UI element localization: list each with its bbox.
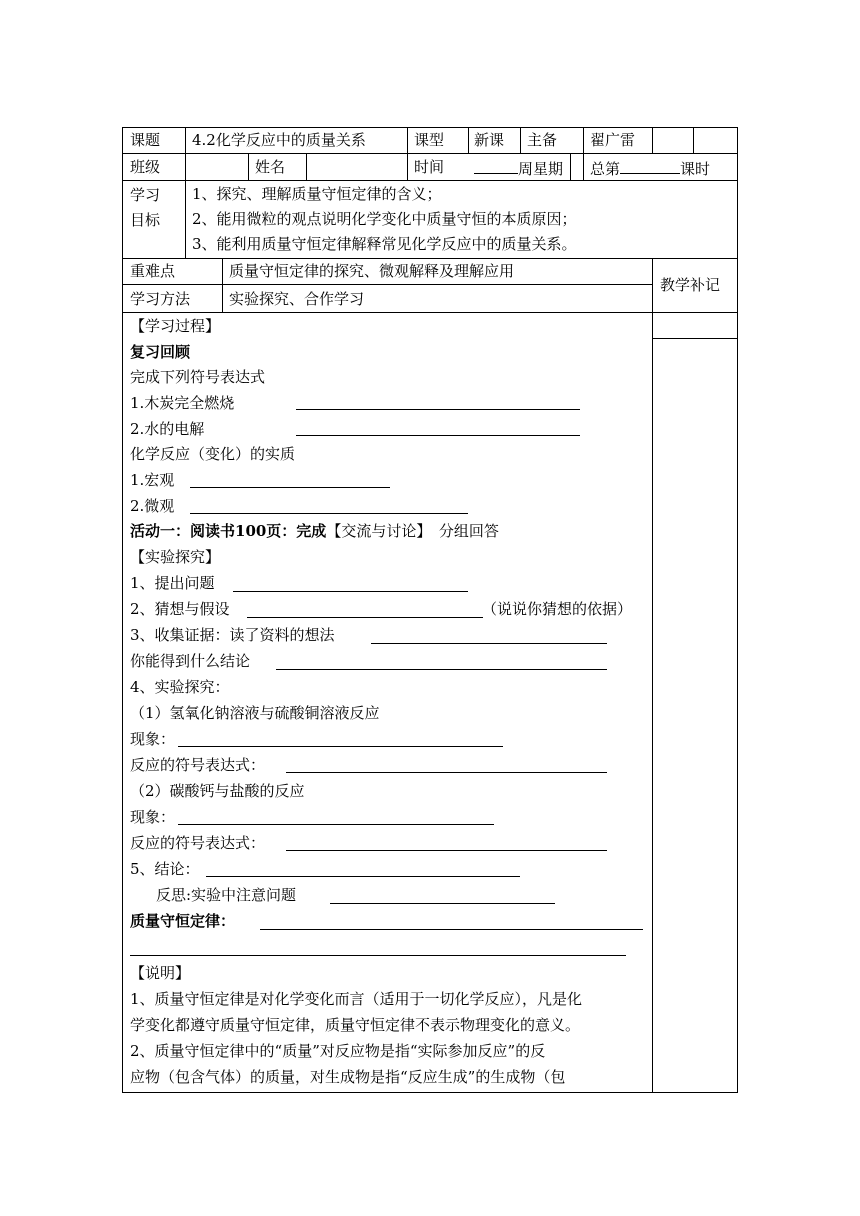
answer-line[interactable]: [276, 669, 607, 670]
hypothesis-note: （说说你猜想的依据）: [482, 600, 633, 618]
goal-item: 2、能用微粒的观点说明化学变化中质量守恒的本质原因；: [192, 210, 577, 228]
note-heading: 【说明】: [130, 964, 191, 982]
goal-item: 1、探究、理解质量守恒定律的含义；: [192, 185, 442, 203]
answer-line[interactable]: [371, 643, 607, 644]
lesson-title: 4.2化学反应中的质量关系: [192, 131, 366, 149]
step-hypothesis: 2、猜想与假设: [130, 600, 230, 618]
ban-ji-label: 班级: [130, 158, 161, 176]
note-line: 2、质量守恒定律中的“质量”对反应物是指“实际参加反应”的反: [130, 1042, 546, 1060]
complete-instruction: 完成下列符号表达式: [130, 368, 266, 386]
experiment-1: （1）氢氧化钠溶液与硫酸铜溶液反应: [130, 704, 380, 722]
answer-line[interactable]: [330, 903, 555, 904]
answer-line[interactable]: [260, 929, 643, 930]
answer-line[interactable]: [247, 617, 483, 618]
answer-line[interactable]: [178, 824, 494, 825]
difficulty-label: 重难点: [130, 262, 176, 280]
review-heading: 复习回顾: [130, 343, 191, 361]
question-charcoal: 1.木炭完全燃烧: [130, 394, 235, 412]
answer-line[interactable]: [286, 772, 607, 773]
answer-line[interactable]: [296, 409, 580, 410]
activity-heading: 活动一：阅读书100页：完成【交流与讨论】 分组回答: [130, 522, 499, 540]
macro-label: 1.宏观: [130, 471, 175, 489]
step-conclusion-question: 你能得到什么结论: [130, 652, 251, 670]
answer-line[interactable]: [190, 513, 468, 514]
equation-label: 反应的符号表达式：: [130, 756, 266, 774]
experiment-heading: 【实验探究】: [130, 548, 221, 566]
ke-xing-value: 新课: [474, 131, 505, 149]
note-line: 学变化都遵守质量守恒定律，质量守恒定律不表示物理变化的意义。: [130, 1016, 581, 1034]
micro-label: 2.微观: [130, 497, 175, 515]
reflection-label: 反思:实验中注意问题: [156, 886, 297, 904]
period-field: 总第 课时: [590, 157, 710, 179]
answer-line[interactable]: [178, 746, 503, 747]
answer-line[interactable]: [296, 435, 580, 436]
step-evidence: 3、收集证据：读了资料的想法: [130, 626, 335, 644]
step-experiment: 4、实验探究：: [130, 678, 230, 696]
method-label: 学习方法: [130, 290, 191, 308]
law-heading: 质量守恒定律：: [130, 912, 236, 930]
shi-jian-label: 时间: [414, 158, 445, 176]
answer-line[interactable]: [190, 487, 390, 488]
zhu-bei-label: 主备: [527, 131, 558, 149]
date-field: 周星期: [474, 157, 563, 179]
phenomenon-label: 现象：: [130, 808, 176, 826]
difficulty-value: 质量守恒定律的探究、微观解释及理解应用: [229, 262, 515, 280]
note-line: 1、质量守恒定律是对化学变化而言（适用于一切化学反应），凡是化: [130, 990, 583, 1008]
method-value: 实验探究、合作学习: [229, 290, 365, 308]
goals-label: 学习: [130, 186, 161, 204]
phenomenon-label: 现象：: [130, 730, 176, 748]
zhu-bei-value: 翟广雷: [590, 131, 636, 149]
note-line: 应物（包含气体）的质量，对生成物是指“反应生成”的生成物（包: [130, 1068, 566, 1086]
experiment-2: （2）碳酸钙与盐酸的反应: [130, 782, 305, 800]
goals-label-2: 目标: [130, 211, 161, 229]
answer-line[interactable]: [206, 876, 520, 877]
equation-label: 反应的符号表达式：: [130, 834, 266, 852]
ke-ti-label: 课题: [130, 131, 161, 149]
step-question: 1、提出问题: [130, 574, 215, 592]
answer-line[interactable]: [286, 850, 607, 851]
goal-item: 3、能利用质量守恒定律解释常见化学反应中的质量关系。: [192, 235, 577, 253]
answer-line[interactable]: [233, 591, 468, 592]
step-result: 5、结论：: [130, 860, 200, 878]
side-notes-label: 教学补记: [660, 276, 721, 294]
essence-heading: 化学反应（变化）的实质: [130, 445, 296, 463]
ke-xing-label: 课型: [414, 131, 445, 149]
answer-line[interactable]: [130, 955, 626, 956]
question-electrolysis: 2.水的电解: [130, 420, 205, 438]
process-heading: 【学习过程】: [130, 317, 221, 335]
xing-ming-label: 姓名: [255, 158, 286, 176]
